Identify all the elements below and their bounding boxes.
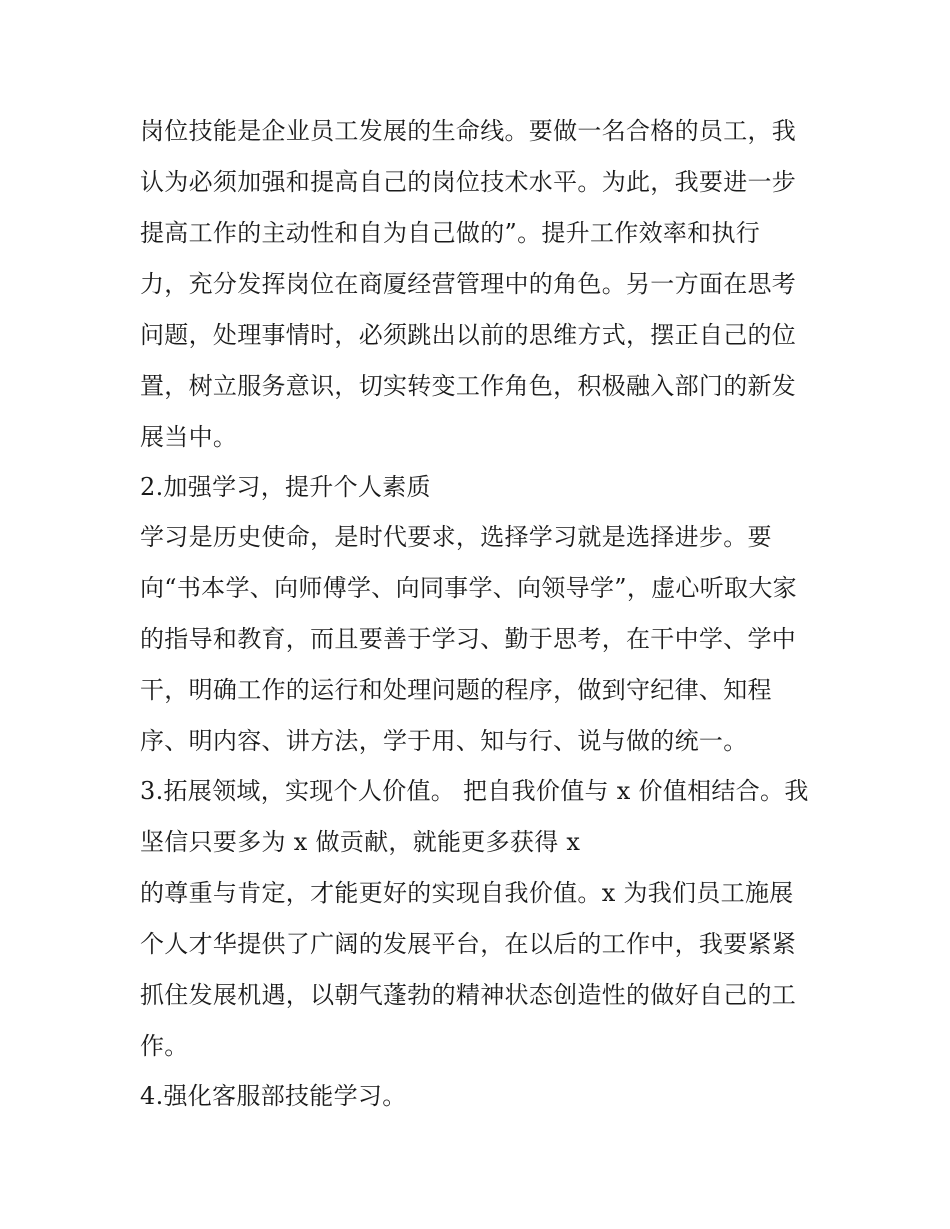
text-line: 坚信只要多为 x 做贡献，就能更多获得 x (140, 828, 581, 856)
text-line: 置，树立服务意识，切实转变工作角色，积极融入部门的新发 (140, 372, 797, 400)
text-line: 干，明确工作的运行和处理问题的程序，做到守纪律、知程 (140, 676, 772, 704)
text-line: 作。 (140, 1032, 189, 1060)
text-line: 力，充分发挥岗位在商厦经营管理中的角色。另一方面在思考 (140, 270, 797, 298)
text-line: 个人才华提供了广阔的发展平台，在以后的工作中，我要紧紧 (140, 930, 797, 958)
text-line: 的指导和教育，而且要善于学习、勤于思考，在干中学、学中 (140, 625, 797, 653)
text-line: 认为必须加强和提高自己的岗位技术水平。为此，我要进一步 (140, 168, 797, 196)
text-line: 学习是历史使命，是时代要求，选择学习就是选择进步。要 (140, 523, 772, 551)
text-line: 展当中。 (140, 423, 238, 451)
text-line: 提高工作的主动性和自为自己做的”。提升工作效率和执行 (140, 219, 761, 247)
section-heading: 2.加强学习，提升个人素质 (140, 473, 431, 501)
text-line: 向“书本学、向师傅学、向同事学、向领导学”，虚心听取大家 (140, 574, 797, 602)
section-heading: 4.强化客服部技能学习。 (140, 1082, 407, 1110)
section-heading: 3.拓展领域，实现个人价值。 把自我价值与 x 价值相结合。我 (140, 777, 809, 805)
text-line: 序、明内容、讲方法，学于用、知与行、说与做的统一。 (140, 727, 748, 755)
text-line: 抓住发展机遇，以朝气蓬勃的精神状态创造性的做好自己的工 (140, 981, 797, 1009)
text-line: 岗位技能是企业员工发展的生命线。要做一名合格的员工，我 (140, 117, 797, 145)
text-line: 问题，处理事情时，必须跳出以前的思维方式，摆正自己的位 (140, 321, 797, 349)
text-line: 的尊重与肯定，才能更好的实现自我价值。x 为我们员工施展 (140, 879, 794, 907)
